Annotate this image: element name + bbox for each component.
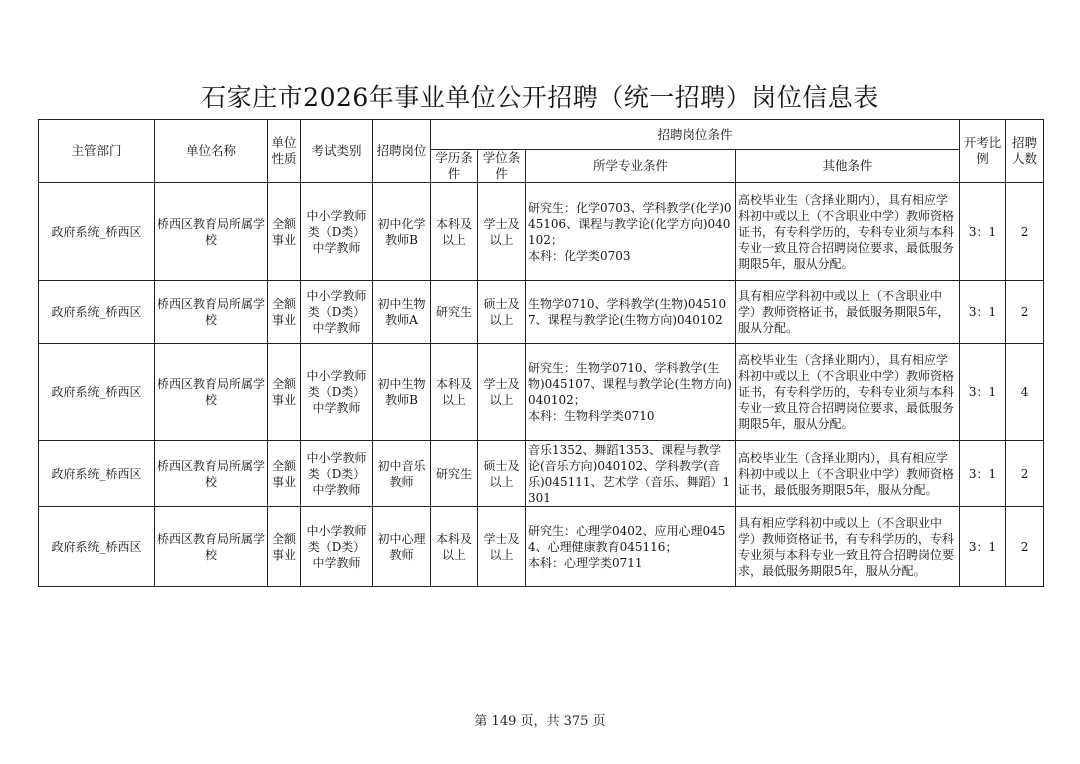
table-row <box>39 281 1044 344</box>
cell-exam: 中小学教师类（D类）中学教师 <box>301 507 373 587</box>
header-exam: 考试类别 <box>301 120 373 183</box>
cell-edu: 研究生 <box>431 281 478 344</box>
cell-exam: 中小学教师类（D类）中学教师 <box>301 344 373 441</box>
table-row <box>39 507 1044 587</box>
cell-degree: 学士及以上 <box>478 507 526 587</box>
table-header <box>39 120 1044 183</box>
cell-ratio: 3：1 <box>960 344 1006 441</box>
cell-edu: 本科及以上 <box>431 183 478 281</box>
header-other: 其他条件 <box>736 150 960 183</box>
table-row <box>39 183 1044 281</box>
cell-other: 高校毕业生（含择业期内），具有相应学科初中或以上（不含职业中学）教师资格证书，最低服务期限5年，服从分配。 <box>736 441 960 507</box>
cell-major: 生物学0710、学科教学(生物)045107、课程与教学论(生物方向)040102 <box>526 281 736 344</box>
cell-ratio: 3：1 <box>960 507 1006 587</box>
header-post: 招聘岗位 <box>373 120 431 183</box>
header-edu: 学历条件 <box>431 150 478 183</box>
header-degree: 学位条件 <box>478 150 526 183</box>
header-nature: 单位性质 <box>268 120 301 183</box>
header-ratio: 开考比例 <box>960 120 1006 183</box>
header-major: 所学专业条件 <box>526 150 736 183</box>
cell-post: 初中生物教师A <box>373 281 431 344</box>
cell-dept: 政府系统_桥西区 <box>39 281 155 344</box>
cell-other: 具有相应学科初中或以上（不含职业中学）教师资格证书，有专科学历的，专科专业须与本科专业一致且符合招聘岗位要求，最低服务期限5年，服从分配。 <box>736 507 960 587</box>
cell-edu: 本科及以上 <box>431 507 478 587</box>
cell-nature: 全额事业 <box>268 507 301 587</box>
cell-dept: 政府系统_桥西区 <box>39 441 155 507</box>
job-table <box>38 119 1044 587</box>
table-row <box>39 441 1044 507</box>
cell-post: 初中心理教师 <box>373 507 431 587</box>
cell-unit: 桥西区教育局所属学校 <box>155 344 268 441</box>
cell-degree: 硕士及以上 <box>478 281 526 344</box>
cell-major: 研究生：生物学0710、学科教学(生物)045107、课程与教学论(生物方向)040102； 本科：生物科学类0710 <box>526 344 736 441</box>
cell-edu: 研究生 <box>431 441 478 507</box>
table-body <box>39 183 1044 587</box>
cell-count: 2 <box>1006 281 1044 344</box>
cell-other: 高校毕业生（含择业期内），具有相应学科初中或以上（不含职业中学）教师资格证书，有专科学历的，专科专业须与本科专业一致且符合招聘岗位要求，最低服务期限5年，服从分配。 <box>736 183 960 281</box>
cell-ratio: 3：1 <box>960 183 1006 281</box>
cell-other: 高校毕业生（含择业期内），具有相应学科初中或以上（不含职业中学）教师资格证书，有专科学历的，专科专业须与本科专业一致且符合招聘岗位要求，最低服务期限5年，服从分配。 <box>736 344 960 441</box>
cell-major: 音乐1352、舞蹈1353、课程与教学论(音乐方向)040102、学科教学(音乐)045111、艺术学（音乐、舞蹈）1301 <box>526 441 736 507</box>
page-footer: 第 149 页，共 375 页 <box>474 714 606 729</box>
cell-count: 2 <box>1006 507 1044 587</box>
header-conditions-group: 招聘岗位条件 <box>431 120 960 150</box>
cell-count: 4 <box>1006 344 1044 441</box>
cell-degree: 学士及以上 <box>478 183 526 281</box>
cell-post: 初中音乐教师 <box>373 441 431 507</box>
header-count: 招聘人数 <box>1006 120 1044 183</box>
cell-exam: 中小学教师类（D类）中学教师 <box>301 183 373 281</box>
cell-dept: 政府系统_桥西区 <box>39 507 155 587</box>
cell-unit: 桥西区教育局所属学校 <box>155 281 268 344</box>
cell-major: 研究生：心理学0402、应用心理0454、心理健康教育045116； 本科：心理学类0711 <box>526 507 736 587</box>
cell-dept: 政府系统_桥西区 <box>39 183 155 281</box>
cell-major: 研究生：化学0703、学科教学(化学)045106、课程与教学论(化学方向)040102； 本科：化学类0703 <box>526 183 736 281</box>
cell-unit: 桥西区教育局所属学校 <box>155 441 268 507</box>
cell-count: 2 <box>1006 183 1044 281</box>
cell-ratio: 3：1 <box>960 441 1006 507</box>
cell-degree: 硕士及以上 <box>478 441 526 507</box>
cell-nature: 全额事业 <box>268 183 301 281</box>
cell-ratio: 3：1 <box>960 281 1006 344</box>
page-title: 石家庄市2026年事业单位公开招聘（统一招聘）岗位信息表 <box>201 83 879 112</box>
table-row <box>39 344 1044 441</box>
cell-post: 初中化学教师B <box>373 183 431 281</box>
cell-nature: 全额事业 <box>268 281 301 344</box>
cell-other: 具有相应学科初中或以上（不含职业中学）教师资格证书，最低服务期限5年，服从分配。 <box>736 281 960 344</box>
cell-unit: 桥西区教育局所属学校 <box>155 183 268 281</box>
header-dept: 主管部门 <box>39 120 155 183</box>
cell-post: 初中生物教师B <box>373 344 431 441</box>
header-unit: 单位名称 <box>155 120 268 183</box>
cell-degree: 学士及以上 <box>478 344 526 441</box>
cell-exam: 中小学教师类（D类）中学教师 <box>301 281 373 344</box>
cell-nature: 全额事业 <box>268 344 301 441</box>
cell-exam: 中小学教师类（D类）中学教师 <box>301 441 373 507</box>
cell-edu: 本科及以上 <box>431 344 478 441</box>
cell-count: 2 <box>1006 441 1044 507</box>
cell-dept: 政府系统_桥西区 <box>39 344 155 441</box>
cell-nature: 全额事业 <box>268 441 301 507</box>
cell-unit: 桥西区教育局所属学校 <box>155 507 268 587</box>
